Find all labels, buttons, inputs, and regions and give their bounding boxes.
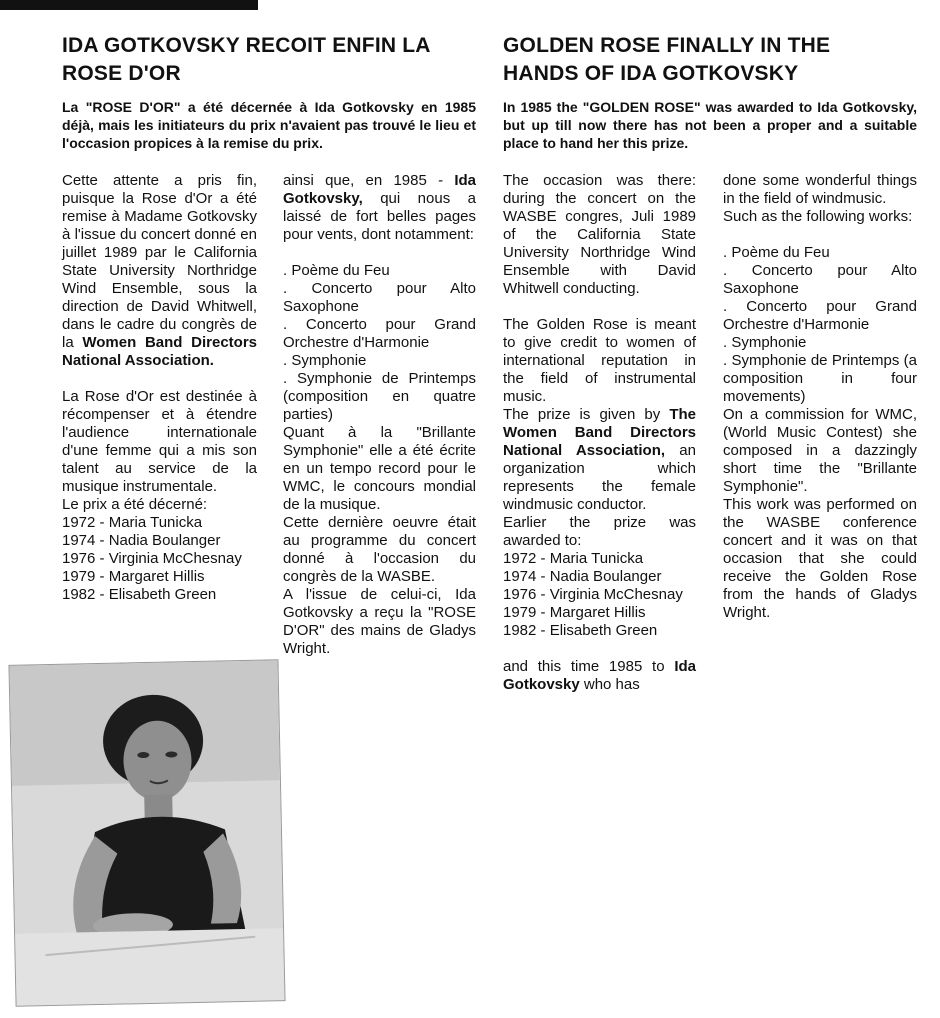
list-item: 1979 - Margaret Hillis bbox=[503, 604, 646, 621]
english-laureate-list bbox=[503, 550, 696, 640]
list-item: 1974 - Nadia Boulanger bbox=[503, 568, 662, 585]
english-col2-paragraph-4: This work was performed on the WASBE conference concert and it was on that occasion that she could receive the Golden Rose from the hands of Gladys Wright. bbox=[723, 496, 917, 621]
list-item: . Concerto pour Grand Orchestre d'Harmonie bbox=[283, 316, 476, 351]
english-col1-paragraph-3: The prize is given by The Women Band Directors National Association, an organization which represents the female windmusic conductor. bbox=[503, 406, 696, 513]
french-laureate-list bbox=[62, 514, 257, 604]
list-item: . Symphonie de Printemps (a composition in four movements) bbox=[723, 352, 917, 405]
english-col1-paragraph-1: The occasion was there: during the concert on the WASBE congres, Juli 1989 of the California State University Northridge Wind Ensemble with David Whitwell conducting. bbox=[503, 172, 696, 297]
french-col1-paragraph-1: Cette attente a pris fin, puisque la Rose d'Or a été remise à Madame Gotkovsky à l'issue du concert donné en juillet 1989 par le California State University Northridge Wind Ensemble, sous la direction de David Whitwell, dans le cadre du congrès de la Women Band Directors National Association. bbox=[62, 172, 258, 369]
french-column-1 bbox=[62, 172, 257, 604]
list-item: . Symphonie bbox=[723, 334, 807, 351]
english-col1-paragraph-5: and this time 1985 to Ida Gotkovsky who has bbox=[503, 658, 696, 693]
english-col2-paragraph-2: Such as the following works: bbox=[723, 208, 913, 225]
list-item: 1974 - Nadia Boulanger bbox=[62, 532, 221, 549]
french-col2-paragraph-2: Quant à la "Brillante Symphonie" elle a été écrite en un tempo record pour le WMC, le concours mondial de la musique. bbox=[283, 424, 476, 513]
english-title-line-1: GOLDEN ROSE FINALLY IN THE bbox=[503, 34, 831, 57]
english-column-2 bbox=[723, 172, 917, 622]
french-title bbox=[62, 32, 482, 88]
english-works-list bbox=[723, 244, 917, 406]
english-col1-paragraph-2: The Golden Rose is meant to give credit to women of international reputation in the field of instrumental music. bbox=[503, 316, 696, 405]
list-item: 1982 - Elisabeth Green bbox=[503, 622, 658, 639]
french-col2-paragraph-3: Cette dernière oeuvre était au programme du concert donné à l'occasion du congrès de la WASBE. bbox=[283, 514, 476, 585]
list-item: 1976 - Virginia McChesnay bbox=[503, 586, 683, 603]
header-rule bbox=[0, 0, 258, 10]
list-item: 1979 - Margaret Hillis bbox=[62, 568, 205, 585]
list-item: . Concerto pour Alto Saxophone bbox=[723, 262, 917, 297]
list-item: . Symphonie bbox=[283, 352, 367, 369]
french-col2-paragraph-1: ainsi que, en 1985 - Ida Gotkovsky, qui nous a laissé de fort belles pages pour vents, dont notamment: bbox=[283, 172, 476, 243]
portrait-illustration bbox=[9, 660, 284, 1006]
french-col1-paragraph-3: Le prix a été décerné: bbox=[62, 496, 208, 513]
list-item: 1972 - Maria Tunicka bbox=[503, 550, 644, 567]
french-works-list bbox=[283, 262, 476, 424]
list-item: . Concerto pour Grand Orchestre d'Harmonie bbox=[723, 298, 917, 333]
portrait-photo-icon bbox=[8, 659, 285, 1007]
list-item: . Poème du Feu bbox=[723, 244, 830, 261]
list-item: . Poème du Feu bbox=[283, 262, 390, 279]
list-item: 1982 - Elisabeth Green bbox=[62, 586, 217, 603]
french-col2-paragraph-4: A l'issue de celui-ci, Ida Gotkovsky a reçu la "ROSE D'OR" des mains de Gladys Wright. bbox=[283, 586, 476, 657]
association-name: The Women Band Directors National Association, bbox=[503, 406, 696, 459]
english-col2-paragraph-3: On a commission for WMC, (World Music Contest) she composed in a dazzingly short time the "Brillante Symphonie". bbox=[723, 406, 917, 495]
english-column-1 bbox=[503, 172, 696, 694]
french-col1-paragraph-2: La Rose d'Or est destinée à récompenser et à étendre l'audience internationale d'une femme qui a mis son talent au service de la musique instrumentale. bbox=[62, 388, 257, 495]
list-item: . Symphonie de Printemps (composition en quatre parties) bbox=[283, 370, 476, 423]
english-col1-paragraph-4: Earlier the prize was awarded to: bbox=[503, 514, 696, 549]
french-title-line-2: ROSE D'OR bbox=[62, 62, 181, 85]
english-lead: In 1985 the "GOLDEN ROSE" was awarded to Ida Gotkovsky, but up till now there has not been a proper and a suitable place to hand her this prize. bbox=[503, 99, 917, 151]
list-item: 1976 - Virginia McChesnay bbox=[62, 550, 242, 567]
french-column-2 bbox=[283, 172, 476, 658]
french-title-line-1: IDA GOTKOVSKY RECOIT ENFIN LA bbox=[62, 34, 431, 57]
english-title-line-2: HANDS OF IDA GOTKOVSKY bbox=[503, 62, 799, 85]
list-item: . Concerto pour Alto Saxophone bbox=[283, 280, 476, 315]
english-col2-paragraph-1: done some wonderful things in the field of windmusic. bbox=[723, 172, 917, 207]
association-name: Women Band Directors National Association. bbox=[62, 334, 258, 369]
list-item: 1972 - Maria Tunicka bbox=[62, 514, 203, 531]
french-lead: La "ROSE D'OR" a été décernée à Ida Gotkovsky en 1985 déjà, mais les initiateurs du prix n'avaient pas trouvé le lieu et l'occasion propices à la remise du prix. bbox=[62, 99, 476, 151]
english-title bbox=[503, 32, 923, 88]
